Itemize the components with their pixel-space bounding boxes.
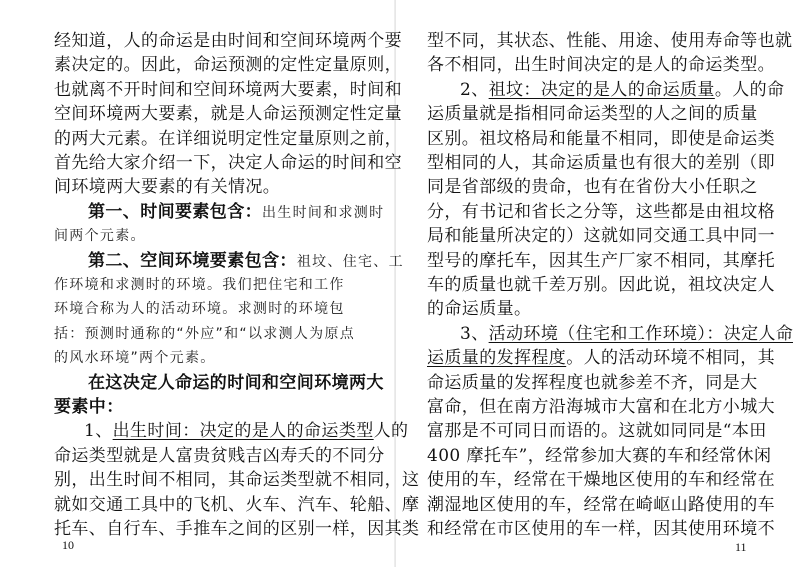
item-heading: 祖坟：决定的是人的命运质量	[488, 79, 715, 100]
text-line: 命运类型就是人富贵贫贱吉凶寿夭的不同分	[54, 445, 385, 466]
text-line: 区别。祖坟格局和能量不相同，即使是命运类	[427, 128, 775, 149]
page-number: 11	[735, 540, 747, 554]
text-line: 型号的摩托车，因其生产厂家不相同，其摩托	[427, 250, 775, 271]
space-elements-text: 祖坟、住宅、工	[296, 253, 404, 270]
item-text: 人的	[373, 421, 409, 442]
text-line: 别，出生时间不相同，其命运类型就不相同，这	[54, 470, 420, 491]
text-line: 命运质量的发挥程度也就参差不齐，同是大	[427, 372, 758, 393]
text-line: 间两个元素。	[54, 228, 146, 245]
text-line: 的命运质量。	[427, 299, 532, 320]
text-line: 使用的车，经常在干燥地区使用的车和经常在	[427, 470, 775, 491]
time-elements-text: 出生时间和求测时	[262, 204, 385, 221]
time-elements-heading: 第一、时间要素包含：	[88, 201, 262, 222]
item-heading: 运质量的发挥程度	[427, 348, 567, 369]
page-number: 10	[62, 538, 74, 552]
text-line: 各不相同，出生时间决定的是人的命运类型。	[427, 55, 775, 76]
item-activity-environment	[460, 323, 793, 345]
text-line: 潮湿地区使用的车，经常在崎岖山路使用的车	[427, 494, 775, 515]
text-line: 要素中：	[54, 397, 124, 417]
text-line: 局和能量所决定的）这就如同交通工具中同一	[427, 226, 775, 247]
item-ancestral-grave	[460, 79, 784, 101]
text-line: 的两大元素。在详细说明定性定量原则之前，	[54, 128, 402, 149]
text-line: 型相同的人，其命运质量也有很大的差别（即	[427, 153, 775, 173]
text-line: 括：预测时通称的“外应”和“以求测人为原点	[54, 325, 356, 342]
text-line: 型不同，其状态、性能、用途、使用寿命等也就	[427, 31, 793, 51]
item-heading: 活动环境（住宅和工作环境）：决定人命	[488, 323, 793, 344]
item-heading: 出生时间：决定的是人的命运类型	[112, 421, 374, 442]
item-number: 1、	[84, 421, 113, 442]
text-line: 运质量就是指相同命运类型的人之间的质量	[427, 104, 758, 125]
text-line: 就如交通工具中的飞机、火车、汽车、轮船、摩	[54, 494, 420, 515]
item-number: 3、	[460, 323, 489, 344]
text-line: 富那是不可同日而语的。这就如同同是“本田	[427, 421, 767, 442]
text-line: 间环境两大要素的有关情况。	[54, 177, 281, 198]
text-line: 车的质量也就千差万别。因此说，祖坟决定人	[427, 275, 775, 295]
text-line: 素决定的。因此，命运预测的定性定量原则，	[54, 55, 402, 76]
item-text: 。人的活动环境不相同，其	[566, 348, 776, 369]
text-line: 经知道，人的命运是由时间和空间环境两个要	[54, 31, 402, 51]
text-line: 同是省部级的贵命，也有在省份大小任职之	[427, 177, 758, 198]
text-line: 在这决定人命运的时间和空间环境两大	[88, 372, 384, 393]
text-line: 也就离不开时间和空间环境两大要素，时间和	[54, 79, 402, 100]
text-line: 和经常在市区使用的车一样，因其使用环境不	[427, 519, 775, 539]
text-line: 400 摩托车”，经常参加大赛的车和经常休闲	[427, 445, 772, 466]
text-line: 富命，但在南方沿海城市大富和在北方小城大	[427, 397, 775, 417]
text-line: 首先给大家介绍一下，决定人命运的时间和空	[54, 153, 402, 173]
text-line: 空间环境两大要素，就是人命运预测定性定量	[54, 104, 402, 125]
item-number: 2、	[460, 79, 489, 100]
text-line: 分，有书记和省长之分等，这些都是由祖坟格	[427, 201, 775, 222]
item-text: 。人的命	[714, 79, 785, 100]
text-line: 的风水环境”两个元素。	[54, 350, 216, 367]
text-line: 作环境和求测时的环境。我们把住宅和工作	[54, 277, 345, 293]
text-line: 托车、自行车、手推车之间的区别一样，因其类	[54, 519, 420, 539]
item-activity-environment-cont	[427, 347, 775, 369]
text-line: 环境合称为人的活动环境。求测时的环境包	[54, 301, 345, 318]
space-elements-heading: 第二、空间环境要素包含：	[88, 250, 297, 271]
